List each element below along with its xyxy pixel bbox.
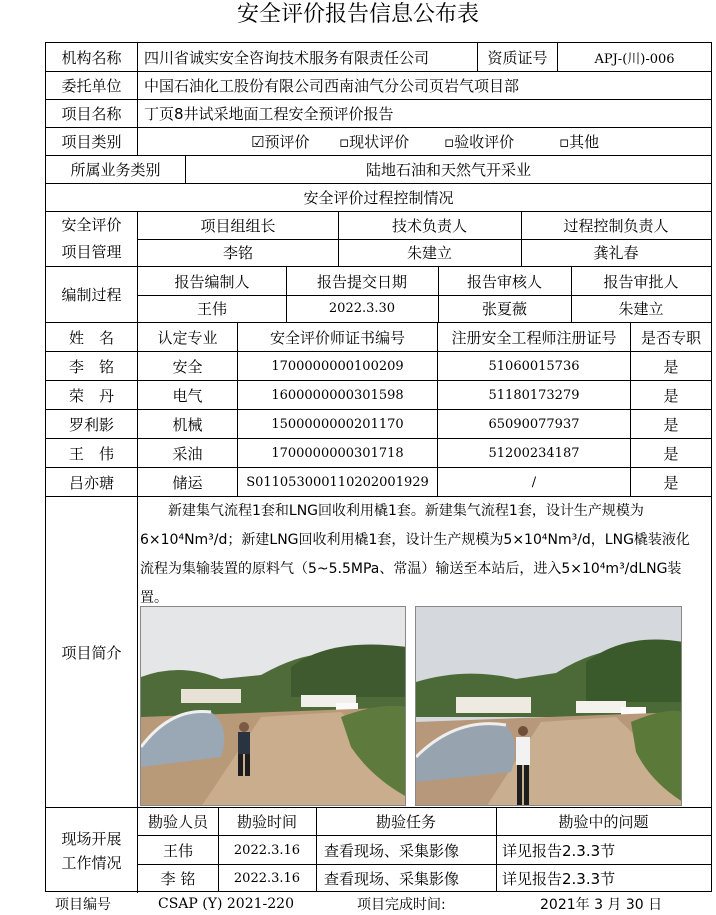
table-row [46,468,711,497]
site-task: 查看现场、采集影像 [324,841,460,860]
staff-header-major: 认定专业 [138,323,238,351]
staff-major: 机械 [138,410,238,438]
business-type-label: 所属业务类别 [46,156,186,183]
staff-cert: S011053000110202001929 [238,468,438,496]
site-header-task: 勘验任务 [375,813,436,831]
staff-header-cert: 安全评价师证书编号 [238,323,438,351]
project-type-row [46,128,711,156]
business-type-row [46,156,711,184]
compilation-block [46,267,711,323]
org-row [46,43,711,72]
staff-name: 荣 丹 [46,381,138,409]
table-row [46,439,711,468]
option-accept-eval: ▫验收评价 [444,133,515,151]
comp-value-writer: 王伟 [196,300,227,318]
staff-name: 李 铭 [46,352,138,380]
cert-label: 资质证号 [478,43,558,71]
footer-code-label: 项目编号 [55,896,111,913]
client-label: 委托单位 [46,72,138,99]
staff-reg: / [438,468,631,496]
site-photo-left [140,606,406,806]
staff-cert: 1700000000301718 [238,439,438,467]
comp-header-writer: 报告编制人 [174,272,250,291]
org-label: 机构名称 [46,43,138,71]
compilation-label: 编制过程 [46,267,138,322]
staff-cert: 1700000000100209 [238,352,438,380]
page-title: 安全评价报告信息公布表 [236,2,479,27]
staff-reg: 51180173279 [438,381,631,409]
mgmt-header-tech: 技术负责人 [391,217,467,235]
site-issue: 详见报告2.3.3节 [502,870,616,888]
site-header-time: 勘验时间 [236,813,297,831]
staff-major: 储运 [138,468,238,496]
client-row [46,72,711,100]
process-header: 安全评价过程控制情况 [303,189,454,207]
business-type-value: 陆地石油和天然气开采业 [365,161,531,179]
staff-major: 采油 [138,439,238,467]
site-person: 李 铭 [160,870,196,888]
mgmt-header-control: 过程控制负责人 [563,217,669,235]
staff-major: 电气 [138,381,238,409]
comp-value-date: 2022.3.30 [328,301,396,316]
staff-fulltime: 是 [663,444,679,463]
process-header-row [46,184,711,212]
staff-name: 王 伟 [46,439,138,467]
management-block [46,212,711,267]
footer-code-value: CSAP (Y) 2021-220 [158,895,294,912]
site-task: 查看现场、采集影像 [324,870,460,888]
mgmt-value-control: 龚礼春 [593,244,639,262]
staff-reg: 51200234187 [438,439,631,467]
table-row [46,352,711,381]
comp-header-reviewer: 报告审核人 [466,272,542,291]
staff-fulltime: 是 [663,357,679,376]
option-other: ▫其他 [559,133,600,151]
mgmt-header-leader: 项目组组长 [200,217,276,235]
management-label-line2: 项目管理 [61,243,122,261]
site-issue: 详见报告2.3.3节 [502,841,616,860]
project-name-row [46,100,711,128]
org-value: 四川省诚实安全咨询技术服务有限责任公司 [138,43,478,71]
mgmt-value-tech: 朱建立 [406,244,452,262]
client-value: 中国石油化工股份有限公司西南油气分公司页岩气项目部 [144,77,520,95]
staff-cert: 1500000000201170 [238,410,438,438]
staff-fulltime: 是 [663,473,679,492]
site-photo-right [415,606,682,806]
site-time: 2022.3.16 [233,842,301,858]
staff-header-row [46,323,711,352]
staff-fulltime: 是 [663,415,679,434]
staff-reg: 51060015736 [438,352,631,380]
site-person: 王伟 [162,841,193,860]
staff-major: 安全 [138,352,238,380]
comp-value-reviewer: 张夏薇 [481,300,527,318]
cert-value: APJ-(川)-006 [594,51,675,67]
comp-header-approver: 报告审批人 [603,272,679,291]
site-label-line1: 现场开展 [61,829,122,848]
intro-label: 项目简介 [46,497,138,807]
staff-name: 吕亦瑭 [46,468,138,496]
management-label [46,212,138,266]
staff-header-name: 姓 名 [46,323,138,351]
footer-done-value: 2021年 3 月 30 日 [540,896,663,913]
footer-done-label: 项目完成时间: [357,896,446,913]
project-name-label: 项目名称 [46,100,138,127]
site-block [46,808,711,893]
table-row [46,381,711,410]
staff-fulltime: 是 [663,386,679,405]
comp-value-approver: 朱建立 [618,300,664,318]
staff-reg: 65090077937 [438,410,631,438]
project-name-value: 丁页8井试采地面工程安全预评价报告 [144,105,394,123]
option-status-eval: ▫现状评价 [339,133,410,151]
option-pre-eval: ☑预评价 [251,133,310,151]
staff-header-reg: 注册安全工程师注册证号 [438,323,631,351]
staff-cert: 1600000000301598 [238,381,438,409]
site-header-person: 勘验人员 [147,813,208,831]
management-label-line1: 安全评价 [61,216,122,234]
staff-header-fulltime: 是否专职 [640,328,701,347]
site-header-issue: 勘验中的问题 [558,813,649,831]
staff-name: 罗利影 [46,410,138,438]
site-label-line2: 工作情况 [61,853,122,872]
site-label [46,808,138,893]
mgmt-value-leader: 李铭 [222,244,253,262]
comp-header-date: 报告提交日期 [316,272,407,291]
table-row [46,410,711,439]
project-type-label: 项目类别 [46,128,138,155]
intro-text: 新建集气流程1套和LNG回收利用橇1套。新建集气流程1套，设计生产规模为6×10⁴Nm³/d；新建LNG回收利用橇1套，设计生产规模为5×10⁴Nm³/d，LNG橇装液化流程为集输装置的原料气（5~5.5MPa、常温）输送至本站后，进入5×10⁴m³/dLNG装置。 [140,503,690,606]
site-time: 2022.3.16 [233,871,301,886]
